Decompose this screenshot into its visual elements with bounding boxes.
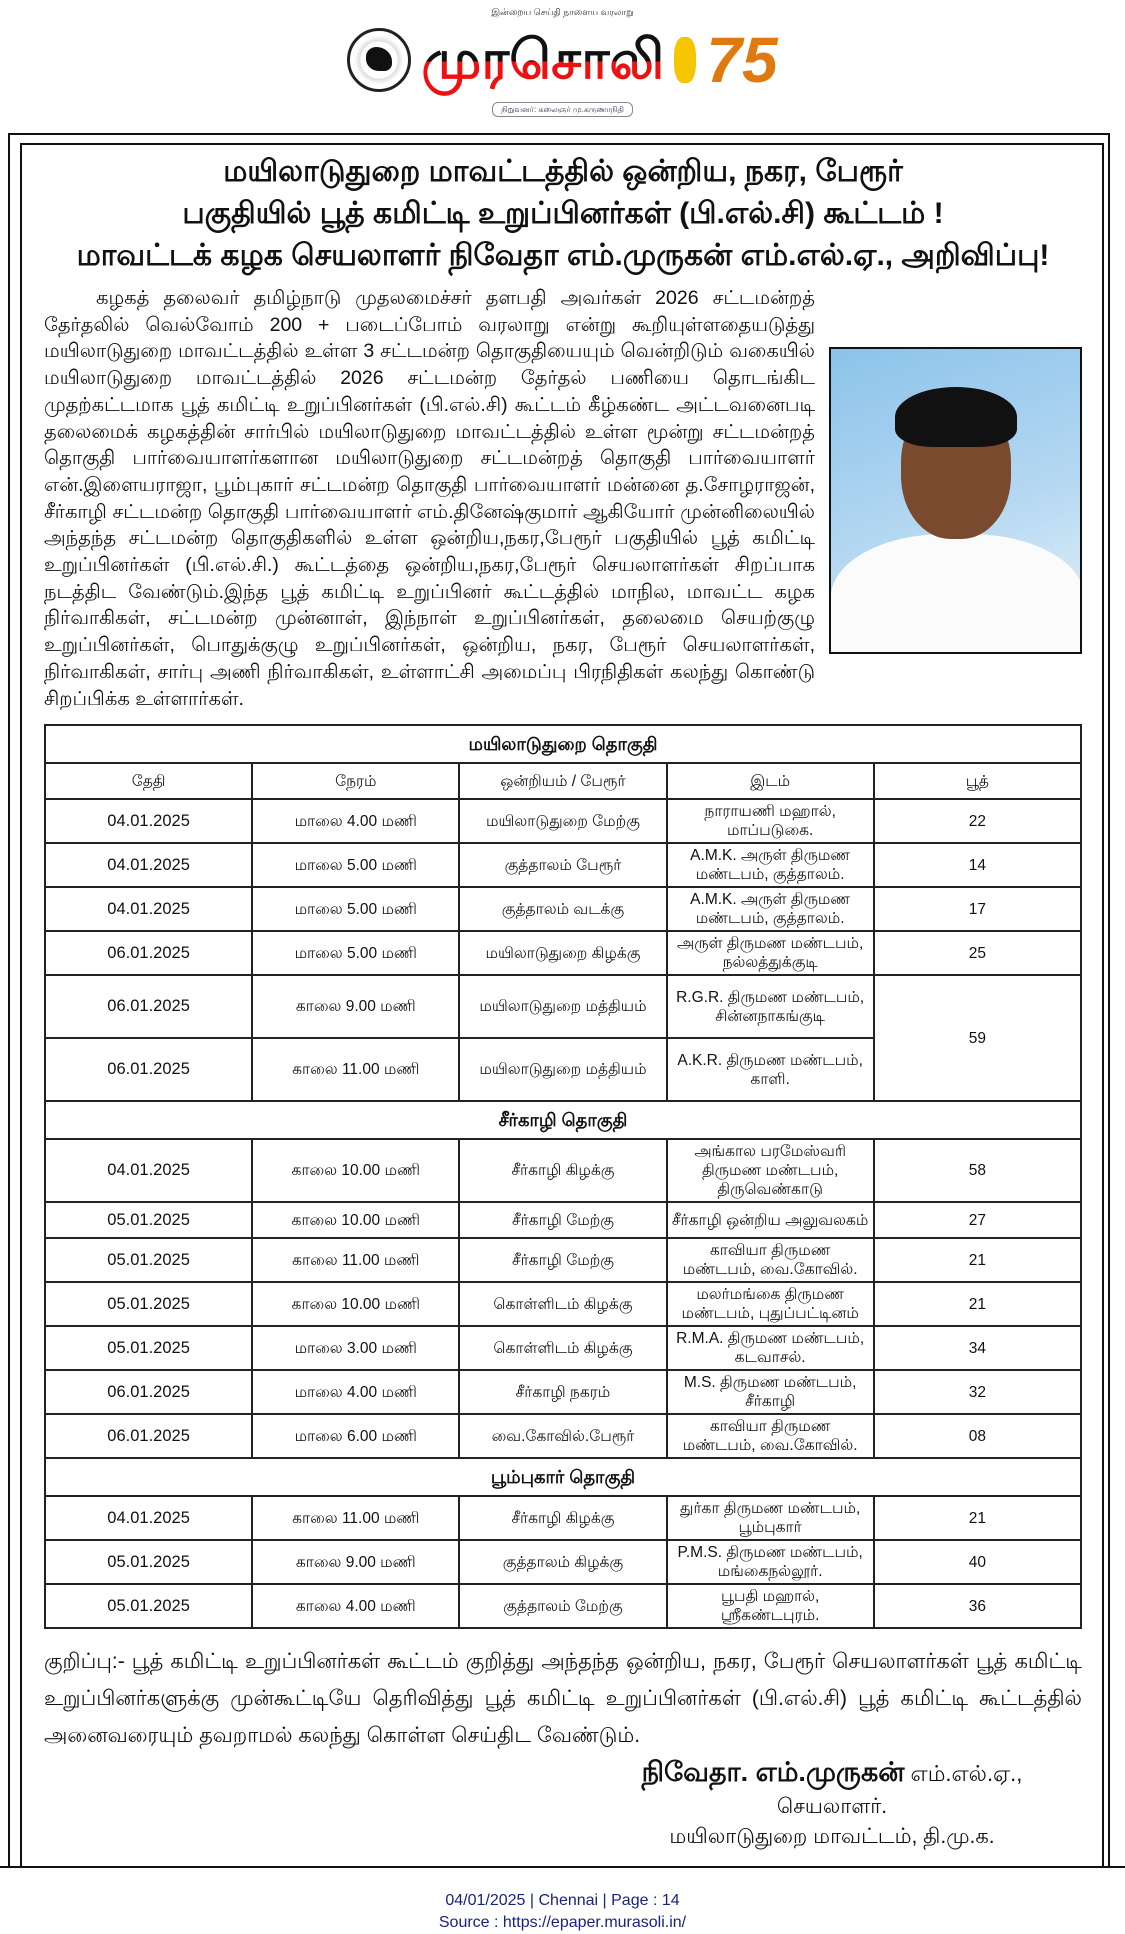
ad-outer-border	[8, 133, 1110, 1866]
section-title-row	[45, 1458, 1081, 1496]
table-row	[45, 1370, 1081, 1414]
column-header: தேதி	[45, 763, 252, 799]
cell-date: 06.01.2025	[45, 1414, 252, 1458]
cell-time: மாலை 5.00 மணி	[252, 843, 459, 887]
cell-booths: 25	[874, 931, 1081, 975]
cell-date: 04.01.2025	[45, 1496, 252, 1540]
cell-time: காலை 11.00 மணி	[252, 1496, 459, 1540]
cell-venue: நாராயணி மஹால், மாப்படுகை.	[667, 799, 874, 843]
masthead-name: முரசொலி	[421, 20, 664, 100]
cell-union: மயிலாடுதுறை கிழக்கு	[459, 931, 666, 975]
anniversary-badge: 75	[706, 24, 778, 96]
cell-time: மாலை 6.00 மணி	[252, 1414, 459, 1458]
cell-venue: A.K.R. திருமண மண்டபம், காளி.	[667, 1038, 874, 1101]
bottom-divider	[0, 1866, 1125, 1868]
cell-union: சீர்காழி மேற்கு	[459, 1238, 666, 1282]
footer-source-link[interactable]: Source : https://epaper.murasoli.in/	[438, 1914, 687, 1932]
masthead-logo	[0, 0, 1125, 127]
cell-booths: 21	[874, 1496, 1081, 1540]
table-row	[45, 975, 1081, 1038]
footer-dateline: 04/01/2025 | Chennai | Page : 14	[445, 1892, 680, 1910]
cell-booths: 08	[874, 1414, 1081, 1458]
cell-date: 05.01.2025	[45, 1584, 252, 1628]
cell-booths: 32	[874, 1370, 1081, 1414]
cell-time: காலை 10.00 மணி	[252, 1202, 459, 1238]
section-title: சீர்காழி தொகுதி	[45, 1101, 1081, 1139]
headline-line-3: மாவட்டக் கழக செயலாளர் நிவேதா எம்.முருகன் எம்.எல்.ஏ., அறிவிப்பு!	[76, 239, 1050, 272]
cell-union: மயிலாடுதுறை மேற்கு	[459, 799, 666, 843]
cell-booths: 21	[874, 1282, 1081, 1326]
column-header: பூத்	[874, 763, 1081, 799]
cell-union: மயிலாடுதுறை மத்தியம்	[459, 1038, 666, 1101]
cell-union: சீர்காழி கிழக்கு	[459, 1496, 666, 1540]
cell-time: காலை 4.00 மணி	[252, 1584, 459, 1628]
schedule-table	[44, 724, 1082, 1629]
cell-union: கொள்ளிடம் கிழக்கு	[459, 1326, 666, 1370]
cell-booths: 14	[874, 843, 1081, 887]
table-row	[45, 799, 1081, 843]
secretary-photo	[829, 347, 1082, 654]
masthead-row	[347, 18, 777, 102]
cell-booths: 17	[874, 887, 1081, 931]
cell-date: 06.01.2025	[45, 1038, 252, 1101]
body-section	[44, 285, 1082, 712]
signature-block	[582, 1754, 1082, 1852]
signature-name	[582, 1754, 1082, 1792]
section-title-row	[45, 725, 1081, 763]
cell-booths: 27	[874, 1202, 1081, 1238]
cell-venue: M.S. திருமண மண்டபம், சீர்காழி	[667, 1370, 874, 1414]
cell-date: 05.01.2025	[45, 1238, 252, 1282]
note-paragraph: குறிப்பு:- பூத் கமிட்டி உறுப்பினர்கள் கூட்டம் குறித்து அந்தந்த ஒன்றிய, நகர, பேரூர் செயலாளர்கள் பூத் கமிட்டி உறுப்பினர்களுக்கு முன்கூட்டியே தெரிவித்து பூத் கமிட்டி உறுப்பினர்கள் (பி.எல்.சி) பூத் கமிட்டி கூட்டத்தில் அனைவரையும் தவறாமல் கலந்து கொள்ள செய்திட வேண்டும்.	[44, 1650, 1082, 1748]
cell-venue: சீர்காழி ஒன்றிய அலுவலகம்	[667, 1202, 874, 1238]
cell-venue: பூபதி மஹால், ஸ்ரீகண்டபுரம்.	[667, 1584, 874, 1628]
cell-time: காலை 9.00 மணி	[252, 1540, 459, 1584]
cell-date: 06.01.2025	[45, 1370, 252, 1414]
table-row	[45, 1540, 1081, 1584]
cell-time: மாலை 3.00 மணி	[252, 1326, 459, 1370]
cell-date: 05.01.2025	[45, 1282, 252, 1326]
cell-union: மயிலாடுதுறை மத்தியம்	[459, 975, 666, 1038]
party-emblem-icon	[347, 28, 411, 92]
table-row	[45, 1326, 1081, 1370]
cell-venue: அங்கால பரமேஸ்வரி திருமண மண்டபம், திருவெண்காடு	[667, 1139, 874, 1202]
column-header: இடம்	[667, 763, 874, 799]
cell-union: சீர்காழி மேற்கு	[459, 1202, 666, 1238]
cell-date: 04.01.2025	[45, 799, 252, 843]
headline-line-2: பகுதியில் பூத் கமிட்டி உறுப்பினர்கள் (பி.எல்.சி) கூட்டம் !	[182, 197, 944, 230]
cell-time: காலை 9.00 மணி	[252, 975, 459, 1038]
cell-booths: 36	[874, 1584, 1081, 1628]
cell-booths: 40	[874, 1540, 1081, 1584]
cell-venue: காவியா திருமண மண்டபம், வை.கோவில்.	[667, 1238, 874, 1282]
table-row	[45, 1202, 1081, 1238]
cell-time: காலை 11.00 மணி	[252, 1038, 459, 1101]
table-row	[45, 1139, 1081, 1202]
cell-venue: P.M.S. திருமண மண்டபம், மங்கைநல்லூர்.	[667, 1540, 874, 1584]
cell-time: மாலை 5.00 மணி	[252, 887, 459, 931]
cell-venue: A.M.K. அருள் திருமண மண்டபம், குத்தாலம்.	[667, 843, 874, 887]
cell-venue: காவியா திருமண மண்டபம், வை.கோவில்.	[667, 1414, 874, 1458]
masthead-tagline: இன்றைய செய்தி நாளைய வரலாறு	[491, 7, 634, 17]
cell-venue: A.M.K. அருள் திருமண மண்டபம், குத்தாலம்.	[667, 887, 874, 931]
cell-time: காலை 10.00 மணி	[252, 1282, 459, 1326]
signatory-district: மயிலாடுதுறை மாவட்டம், தி.மு.க.	[669, 1825, 995, 1849]
cell-venue: R.G.R. திருமண மண்டபம், சின்னநாகங்குடி	[667, 975, 874, 1038]
signatory-name: நிவேதா. எம்.முருகன்	[641, 1757, 905, 1788]
cell-venue: துர்கா திருமண மண்டபம், பூம்புகார்	[667, 1496, 874, 1540]
cell-date: 06.01.2025	[45, 931, 252, 975]
table-row	[45, 843, 1081, 887]
cell-date: 05.01.2025	[45, 1202, 252, 1238]
cell-union: குத்தாலம் மேற்கு	[459, 1584, 666, 1628]
cell-union: குத்தாலம் கிழக்கு	[459, 1540, 666, 1584]
column-header-row	[45, 763, 1081, 799]
table-row	[45, 1584, 1081, 1628]
cell-venue: மலர்மங்கை திருமண மண்டபம், புதுப்பட்டினம்	[667, 1282, 874, 1326]
cell-union: சீர்காழி கிழக்கு	[459, 1139, 666, 1202]
section-title: மயிலாடுதுறை தொகுதி	[45, 725, 1081, 763]
cell-time: மாலை 4.00 மணி	[252, 1370, 459, 1414]
cell-date: 04.01.2025	[45, 1139, 252, 1202]
table-row	[45, 1238, 1081, 1282]
masthead-subtitle: நிறுவனர்: கலைஞர் மு.கருணாநிதி	[492, 102, 633, 117]
cell-date: 05.01.2025	[45, 1326, 252, 1370]
headline-line-1: மயிலாடுதுறை மாவட்டத்தில் ஒன்றிய, நகர, பேரூர்	[223, 155, 903, 188]
table-row	[45, 1414, 1081, 1458]
cell-venue: R.M.A. திருமண மண்டபம், கடவாசல்.	[667, 1326, 874, 1370]
cell-booths: 21	[874, 1238, 1081, 1282]
cell-booths: 34	[874, 1326, 1081, 1370]
section-title: பூம்புகார் தொகுதி	[45, 1458, 1081, 1496]
portrait-figure-icon	[674, 37, 696, 83]
table-row	[45, 1282, 1081, 1326]
cell-booths: 59	[874, 975, 1081, 1101]
cell-booths: 22	[874, 799, 1081, 843]
section-title-row	[45, 1101, 1081, 1139]
cell-union: கொள்ளிடம் கிழக்கு	[459, 1282, 666, 1326]
signatory-suffix: எம்.எல்.ஏ.,	[910, 1761, 1023, 1787]
cell-date: 06.01.2025	[45, 975, 252, 1038]
cell-time: காலை 11.00 மணி	[252, 1238, 459, 1282]
cell-date: 04.01.2025	[45, 843, 252, 887]
column-header: ஒன்றியம் / பேரூர்	[459, 763, 666, 799]
announcement-body: கழகத் தலைவர் தமிழ்நாடு முதலமைச்சர் தளபதி அவர்கள் 2026 சட்டமன்றத் தேர்தலில் வெல்வோம் 200 + படைப்போம் வரலாறு என்று கூறியுள்ளதையடுத்து மயிலாடுதுறை மாவட்டத்தில் உள்ள 3 சட்டமன்ற தொகுதியையும் வென்றிடும் வகையில் மயிலாடுதுறை மாவட்டத்தில் 2026 சட்டமன்ற தேர்தல் பணியை தொடங்கிட முதற்கட்டமாக பூத் கமிட்டி உறுப்பினர்கள் (பி.எல்.சி) கூட்டம் கீழ்கண்ட அட்டவனைபடி தலைமைக் கழகத்தின் சார்பில் மயிலாடுதுறை மாவட்டத்தில் உள்ள மூன்று சட்டமன்றத் தொகுதி பார்வையாளர்களான மயிலாடுதுறை சட்டமன்றத் தொகுதி பார்வையாளர் என்.இளையராஜா, பூம்புகார் சட்டமன்ற தொகுதி பார்வையாளர் மன்னை த.சோழராஜன், சீர்காழி சட்டமன்ற தொகுதி பார்வையாளர் எம்.தினேஷ்குமார் ஆகியோர் முன்னிலையில் அந்தந்த சட்டமன்ற தொகுதிகளில் உள்ள ஒன்றிய,நகர,பேரூர் பகுதியில் பூத் கமிட்டி உறுப்பினர்கள் (பி.எல்.சி.) கூட்டத்தை ஒன்றிய,நகர,பேரூர் செயலாளர்கள் சிறப்பாக நடத்திட வேண்டும்.இந்த பூத் கமிட்டி உறுப்பினர் கூட்டத்தில் மாநில, மாவட்ட கழக நிர்வாகிகள், சட்டமன்ற முன்னாள், இந்நாள் உறுப்பினர்கள், தலைமை செயற்குழு உறுப்பினர்கள், பொதுக்குழு உறுப்பினர்கள், ஒன்றிய, நகர, பேரூர் செயலாளர்கள், நிர்வாகிகள், சார்பு அணி நிர்வாகிகள், உள்ளாட்சி அமைப்பு பிரநிதிகள் கலந்து கொண்டு சிறப்பிக்க உள்ளார்கள்.	[44, 287, 815, 710]
cell-time: மாலை 4.00 மணி	[252, 799, 459, 843]
signatory-role: செயலாளர்.	[776, 1795, 888, 1819]
cell-date: 05.01.2025	[45, 1540, 252, 1584]
cell-union: சீர்காழி நகரம்	[459, 1370, 666, 1414]
cell-union: குத்தாலம் வடக்கு	[459, 887, 666, 931]
table-row	[45, 931, 1081, 975]
cell-union: வை.கோவில்.பேரூர்	[459, 1414, 666, 1458]
cell-time: மாலை 5.00 மணி	[252, 931, 459, 975]
column-header: நேரம்	[252, 763, 459, 799]
cell-date: 04.01.2025	[45, 887, 252, 931]
table-row	[45, 1496, 1081, 1540]
cell-union: குத்தாலம் பேரூர்	[459, 843, 666, 887]
table-row	[45, 887, 1081, 931]
cell-time: காலை 10.00 மணி	[252, 1139, 459, 1202]
cell-booths: 58	[874, 1139, 1081, 1202]
ad-inner-border	[20, 143, 1104, 1866]
cell-venue: அருள் திருமண மண்டபம், நல்லத்துக்குடி	[667, 931, 874, 975]
